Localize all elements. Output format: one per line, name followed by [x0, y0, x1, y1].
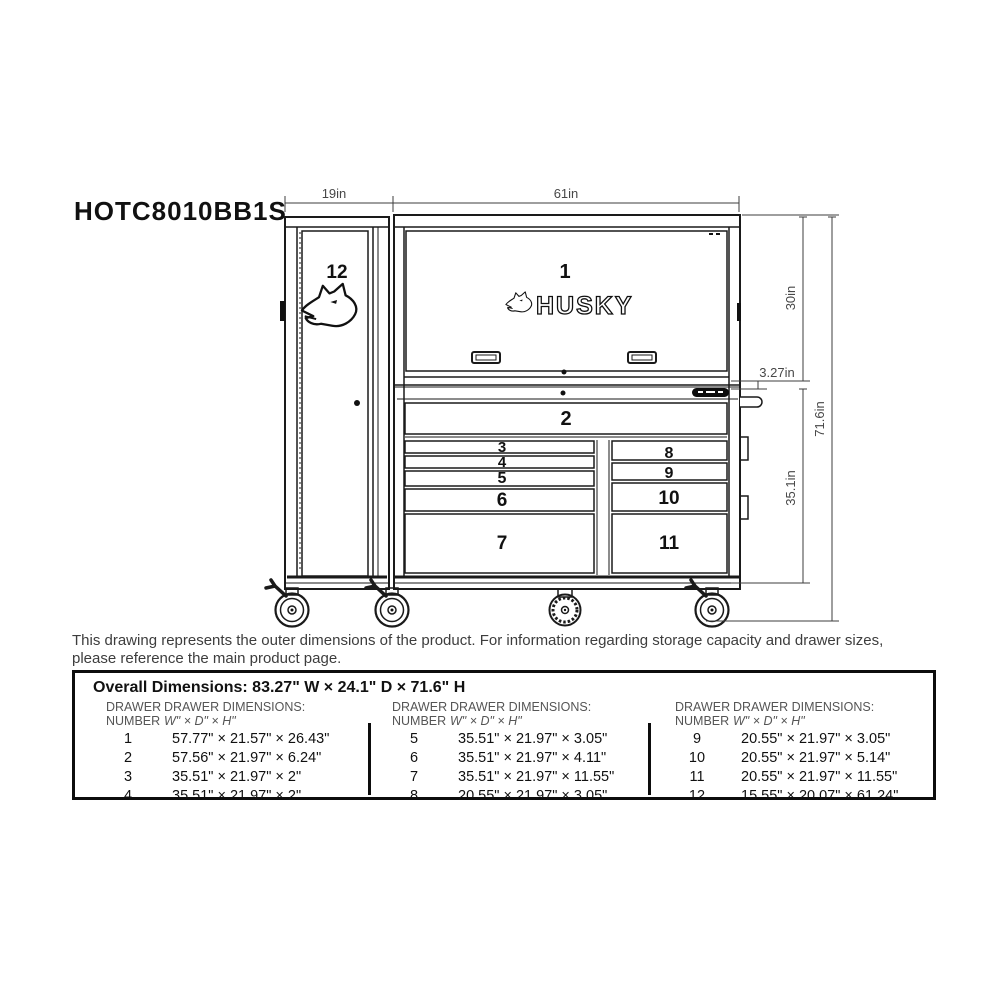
- spec-row-8: [392, 788, 607, 804]
- header-dims-units: W" × D" × H": [450, 713, 522, 728]
- spec-row-12: [675, 788, 898, 804]
- drawer-dims: 35.51" × 21.97" × 2": [172, 769, 302, 785]
- drawer-number: 7: [409, 769, 419, 785]
- drawer-number: 1: [123, 731, 133, 747]
- header-dims-units: W" × D" × H": [733, 713, 805, 728]
- locker-hinge-mark: [280, 301, 285, 321]
- spec-row-10: [675, 750, 890, 766]
- drawer-number: 4: [123, 788, 133, 804]
- drawer-dims: 57.77" × 21.57" × 26.43": [172, 731, 330, 747]
- side-locker: [280, 217, 389, 589]
- page-title: HOTC8010BB1S: [74, 196, 287, 226]
- disclaimer-line-1: This drawing represents the outer dimensions of the product. For information regarding storage capacity and drawer sizes,: [72, 632, 884, 649]
- casters: [266, 580, 729, 627]
- side-handle: [740, 397, 762, 407]
- caster-swivel-2: [366, 580, 409, 627]
- drawer-dims: 20.55" × 21.97" × 3.05": [741, 731, 891, 747]
- drawer-label-4: 4: [497, 454, 507, 471]
- drawer-number: 6: [409, 750, 419, 766]
- header-drawer: DRAWER: [392, 700, 448, 714]
- disclaimer-line-2: please reference the main product page.: [72, 649, 342, 667]
- spec-column-3: [675, 700, 899, 804]
- spec-row-7: [392, 769, 614, 785]
- drawer-dims: 35.51" × 21.97" × 2": [172, 788, 302, 804]
- spec-column-2: [392, 700, 615, 804]
- spec-row-2: [106, 750, 321, 766]
- drawer-number: 12: [688, 788, 706, 804]
- spec-row-11: [675, 769, 897, 785]
- header-dims-title: DRAWER DIMENSIONS:: [164, 700, 306, 714]
- drawer-number: 5: [409, 731, 419, 747]
- side-bracket-upper: [740, 437, 748, 460]
- overall-dimensions: Overall Dimensions: 83.27" W × 24.1" D × 71.6" H: [93, 679, 466, 696]
- spec-table: [72, 670, 936, 804]
- disclaimer-text: [72, 632, 932, 667]
- drawer-bank: [395, 403, 740, 583]
- locker-lock-knob: [354, 400, 360, 406]
- drawer-dims: 35.51" × 21.97" × 11.55": [458, 769, 615, 785]
- drawer-number: 3: [123, 769, 133, 785]
- dim-label-hutch-height: 30in: [783, 285, 798, 311]
- header-dims-title: DRAWER DIMENSIONS:: [733, 700, 875, 714]
- drawer-label-1: 1: [559, 261, 571, 283]
- spec-row-9: [675, 731, 890, 747]
- spec-row-5: [392, 731, 607, 747]
- drawer-dims: 20.55" × 21.97" × 5.14": [741, 750, 891, 766]
- drawer-number: 9: [692, 731, 702, 747]
- husky-wordmark: HUSKY: [536, 292, 634, 320]
- drawer-label-8: 8: [664, 445, 674, 462]
- drawer-label-2: 2: [560, 408, 572, 430]
- drawer-label-10: 10: [658, 488, 680, 509]
- dim-label-chest-height: 35.1in: [783, 470, 798, 506]
- header-drawer: DRAWER: [106, 700, 162, 714]
- drawer-dims: 35.51" × 21.97" × 3.05": [458, 731, 608, 747]
- drawer-label-12: 12: [326, 262, 348, 283]
- header-dims-units: W" × D" × H": [164, 713, 236, 728]
- header-number: NUMBER: [392, 713, 447, 728]
- caster-rigid: [550, 589, 581, 626]
- drawer-dims: 35.51" × 21.97" × 4.11": [458, 750, 607, 766]
- header-drawer: DRAWER: [675, 700, 731, 714]
- spec-column-1: [106, 700, 330, 804]
- spec-row-4: [106, 788, 301, 804]
- drawer-label-7: 7: [496, 533, 508, 554]
- dim-label-total-height: 71.6in: [812, 401, 827, 437]
- drawer-label-3: 3: [497, 439, 507, 456]
- hutch-section: [395, 231, 741, 385]
- drawer-number: 8: [409, 788, 419, 804]
- caster-swivel-1: [266, 580, 309, 627]
- spec-row-6: [392, 750, 606, 766]
- husky-dog-icon-small: [506, 292, 532, 312]
- drawer-dims: 57.56" × 21.97" × 6.24": [172, 750, 322, 766]
- drawer-number: 10: [688, 750, 706, 766]
- drawer-dims: 20.55" × 21.97" × 3.05": [458, 788, 608, 804]
- drawer-dims: 20.55" × 21.97" × 11.55": [741, 769, 898, 785]
- drawer-label-11: 11: [658, 533, 680, 554]
- drawer-number: 2: [123, 750, 133, 766]
- dim-label-cabinet-width: 61in: [553, 186, 579, 201]
- column-divider-1: [368, 723, 371, 795]
- drawer-number: 11: [689, 769, 705, 785]
- drawer-dims: 15.55" × 20.07" × 61.24": [741, 788, 899, 804]
- hutch-lock: [562, 370, 567, 375]
- side-latch-mark: [737, 303, 741, 321]
- header-dims-title: DRAWER DIMENSIONS:: [450, 700, 592, 714]
- header-number: NUMBER: [675, 713, 730, 728]
- column-divider-2: [648, 723, 651, 795]
- chest-lock: [561, 391, 566, 396]
- header-number: NUMBER: [106, 713, 161, 728]
- husky-dog-icon: [302, 284, 356, 326]
- drawer-label-9: 9: [664, 465, 674, 482]
- spec-row-3: [106, 769, 301, 785]
- husky-logo: [506, 292, 634, 320]
- drawer-label-6: 6: [496, 490, 508, 511]
- side-bracket-lower: [740, 496, 748, 519]
- dim-label-locker-width: 19in: [321, 186, 347, 201]
- dim-label-worktop: 3.27in: [759, 365, 795, 380]
- spec-row-1: [106, 731, 329, 747]
- drawer-label-5: 5: [497, 470, 507, 487]
- caster-swivel-3: [686, 580, 729, 627]
